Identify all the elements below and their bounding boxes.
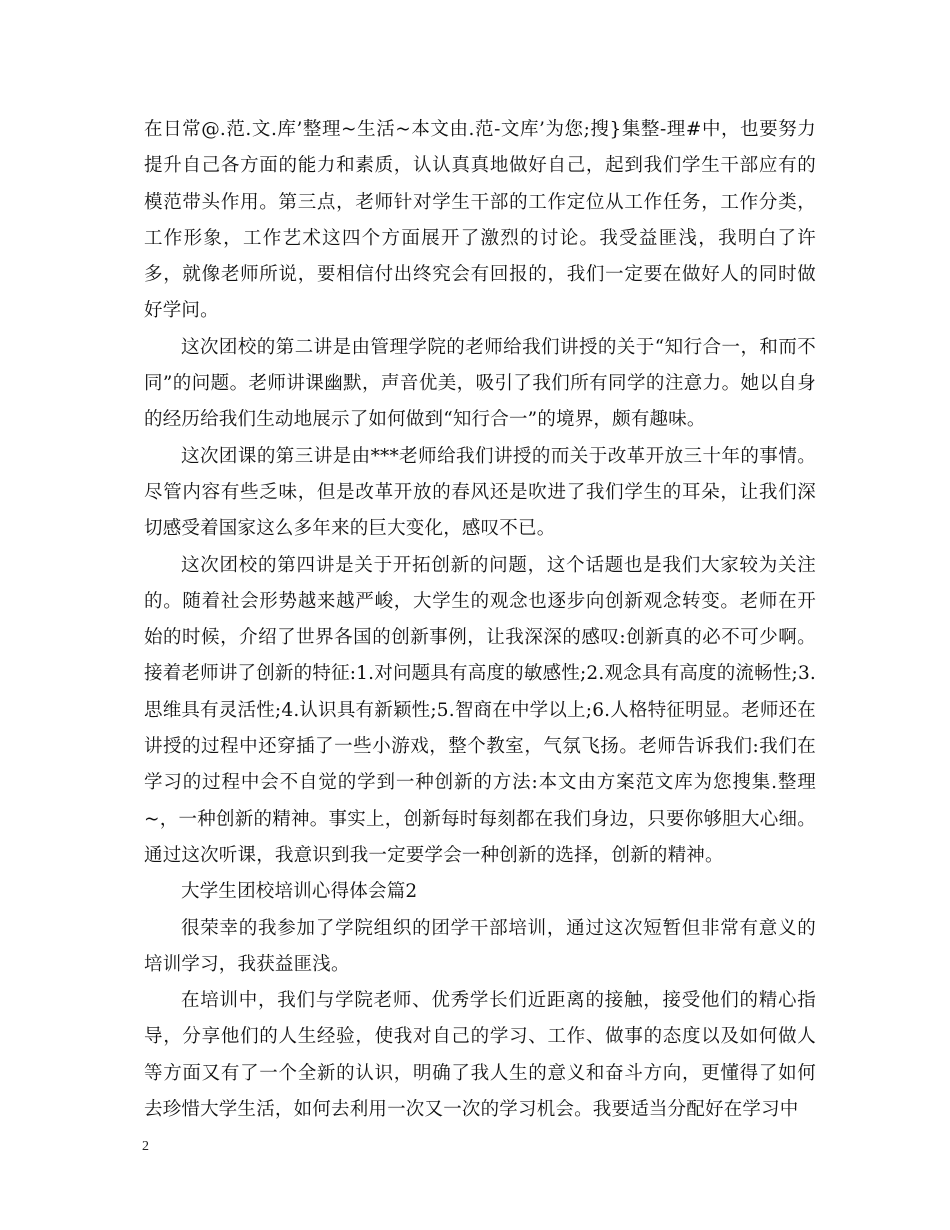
paragraph-2: 这次团校的第二讲是由管理学院的老师给我们讲授的关于“知行合一，和而不同”的问题。老师讲课幽默，声音优美，吸引了我们所有同学的注意力。她以自身的经历给我们生动地展示了如何做到“知行合一”的境界，颇有趣味。 bbox=[144, 336, 816, 431]
paragraph-6: 在培训中，我们与学院老师、优秀学长们近距离的接触，接受他们的精心指导，分享他们的人生经验，使我对自己的学习、工作、做事的态度以及如何做人等方面又有了一个全新的认识，明确了我人生的意义和奋斗方向，更懂得了如何去珍惜大学生活，如何去利用一次又一次的学习机会。我要适当分配好在学习中 bbox=[144, 990, 816, 1121]
paragraph-3: 这次团课的第三讲是由***老师给我们讲授的而关于改革开放三十年的事情。尽管内容有些乏味，但是改革开放的春风还是吹进了我们学生的耳朵，让我们深切感受着国家这么多年来的巨大变化，感叹不已。 bbox=[144, 445, 816, 540]
paragraph-1: 在日常@.范.文.库’整理~生活~本文由.范-文库’为您;搜}集整-理#中，也要努力提升自己各方面的能力和素质，认认真真地做好自己，起到我们学生干部应有的模范带头作用。第三点，老师针对学生干部的工作定位从工作任务，工作分类，工作形象，工作艺术这四个方面展开了激烈的讨论。我受益匪浅，我明白了许多，就像老师所说，要相信付出终究会有回报的，我们一定要在做好人的同时做好学问。 bbox=[144, 119, 816, 322]
section-heading: 大学生团校培训心得体会篇2 bbox=[181, 881, 418, 903]
paragraph-4: 这次团校的第四讲是关于开拓创新的问题，这个话题也是我们大家较为关注的。随着社会形势越来越严峻，大学生的观念也逐步向创新观念转变。老师在开始的时候，介绍了世界各国的创新事例，让我深深的感叹:创新真的必不可少啊。接着老师讲了创新的特征:1.对问题具有高度的敏感性;2.观念具有高度的流畅性;3.思维具有灵活性;4.认识具有新颖性;5.智商在中学以上;6.人格特征明显。老师还在讲授的过程中还穿插了一些小游戏，整个教室，气氛飞扬。老师告诉我们:我们在学习的过程中会不自觉的学到一种创新的方法:本文由方案范文库为您搜集.整理~，一种创新的精神。事实上，创新每时每刻都在我们身边，只要你够胆大心细。通过这次听课，我意识到我一定要学会一种创新的选择，创新的精神。 bbox=[144, 554, 816, 866]
document-body bbox=[144, 112, 816, 1128]
paragraph-5: 很荣幸的我参加了学院组织的团学干部培训，通过这次短暂但非常有意义的培训学习，我获益匪浅。 bbox=[144, 917, 816, 975]
page-number: 2 bbox=[142, 1139, 149, 1154]
